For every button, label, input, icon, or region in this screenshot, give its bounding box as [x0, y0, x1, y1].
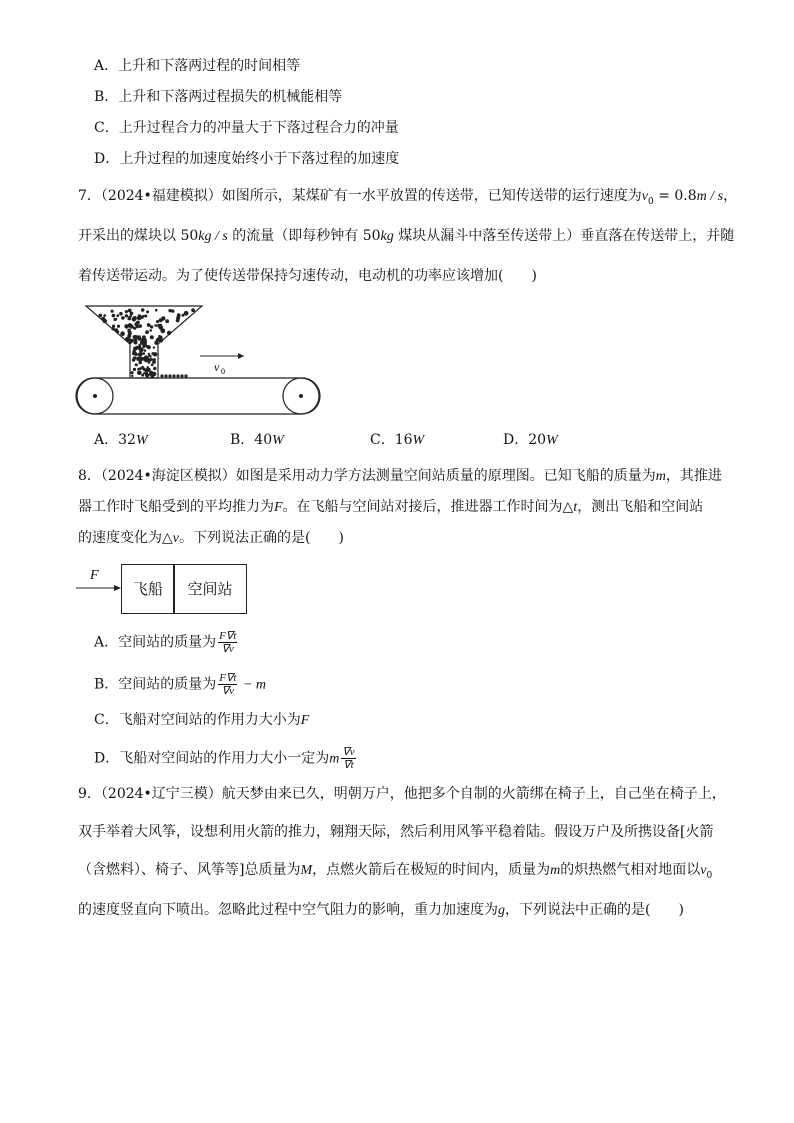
q7-option-c: C．16W [370, 432, 425, 448]
q6-option-c: C．上升过程合力的冲量大于下落过程合力的冲量 [94, 120, 399, 136]
q7-option-b: B．40W [230, 432, 284, 448]
q8-option-b: B．空间站的质量为 $\frac{F\nabla t}{\nabla v}$ − m [94, 672, 266, 697]
q9-line-4: 的速度竖直向下喷出。忽略此过程中空气阻力的影响，重力加速度为g，下列说法中正确的是( ) [78, 902, 684, 918]
velocity-label: v [214, 360, 220, 374]
q8-line-1: 8．（2024•海淀区模拟）如图是采用动力学方法测量空间站质量的原理图。已知飞船的质量为m，其推进 [78, 468, 722, 484]
q8-line-3: 的速度变化为△v。下列说法正确的是( ) [78, 530, 344, 546]
q9-line-2: 双手举着大风筝，设想利用火箭的推力，翱翔天际，然后利用风筝平稳着陆。假设万户及所携设备[火箭 [78, 824, 714, 840]
space-station-box: 空间站 [173, 564, 247, 614]
q7-line-1: 7．（2024•福建模拟）如图所示，某煤矿有一水平放置的传送带，已知传送带的运行速度为$v_0 = 0.8m / s$， [78, 188, 738, 207]
q8-line-2: 器工作时飞船受到的平均推力为F。在飞船与空间站对接后，推进器工作时间为△t，测出飞船和空间站 [78, 499, 704, 515]
q6-option-b: B．上升和下落两过程损失的机械能相等 [94, 89, 343, 105]
q9-line-1: 9．（2024•辽宁三模）航天梦由来已久，明朝万户，他把多个自制的火箭绑在椅子上，自己坐在椅子上， [78, 786, 726, 802]
q8-option-d: D．飞船对空间站的作用力大小一定为m $\frac{\nabla v}{\nabla t}$ [94, 746, 355, 771]
spaceship-box: 飞船 [121, 564, 175, 614]
q6-option-d: D．上升过程的加速度始终小于下落过程的加速度 [94, 151, 400, 167]
coal-particles [99, 308, 196, 378]
svg-text:0: 0 [221, 367, 225, 376]
q7-line-2: 开采出的煤块以 50kg / s 的流量（即每秒钟有 50kg 煤块从漏斗中落至传送带上）垂直落在传送带上，并随 [78, 228, 735, 244]
q7-option-a: A．32W [94, 432, 148, 448]
fraction: $\frac{F\nabla t}{\nabla v}$ [219, 672, 237, 697]
q7-line-3: 着传送带运动。为了使传送带保持匀速传动，电动机的功率应该增加( ) [78, 268, 537, 284]
q6-option-a: A．上升和下落两过程的时间相等 [94, 58, 301, 74]
q8-option-a: A．空间站的质量为 $\frac{F\nabla t}{\nabla v}$ [94, 630, 237, 655]
q8-option-c: C．飞船对空间站的作用力大小为F [94, 712, 310, 728]
conveyor-belt-figure [74, 304, 324, 420]
fraction: $\frac{\nabla v}{\nabla t}$ [342, 746, 355, 771]
q9-line-3: （含燃料）、椅子、风筝等]总质量为M，点燃火箭后在极短的时间内，质量为m的炽热燃气相对地面以$v_0$ [78, 862, 713, 881]
fraction: $\frac{F\nabla t}{\nabla v}$ [219, 630, 237, 655]
force-arrow [74, 582, 124, 594]
force-label: F [90, 568, 99, 583]
q7-option-d: D．20W [503, 432, 558, 448]
